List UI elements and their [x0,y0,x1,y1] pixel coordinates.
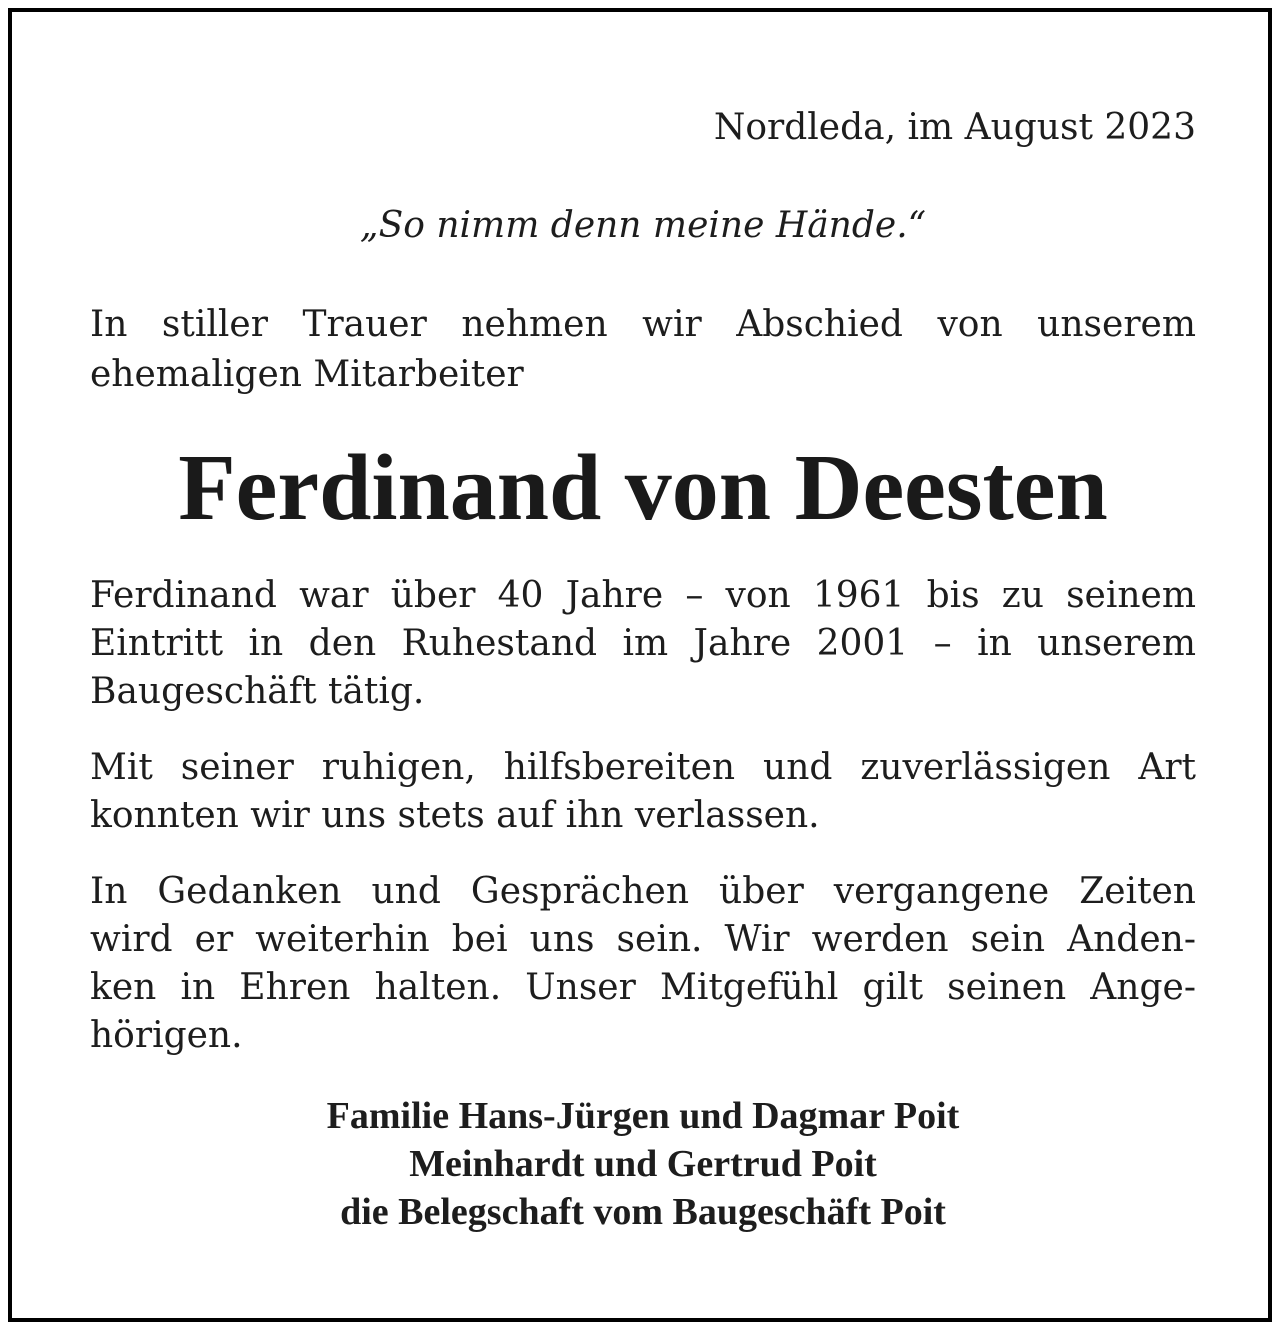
paragraph-line: Baugeschäft tätig. [90,671,425,712]
paragraph-line: In Gedanken und Gesprächen über vergangene Zeiten [90,871,1196,912]
signer-line: die Belegschaft vom Baugeschäft Poit [340,1191,946,1233]
paragraph-line: ken in Ehren halten. Unser Mitgefühl gilt seinen Ange- [90,967,1196,1008]
quote-line: „So nimm denn meine Hände.“ [359,205,927,246]
signers-block [90,1092,1196,1236]
place-date-line: Nordleda, im August 2023 [713,107,1196,148]
paragraph-line: konnten wir uns stets auf ihn verlassen. [90,795,820,836]
paragraph-remembrance [90,868,1196,1060]
paragraph-career [90,572,1196,716]
obituary-notice [8,8,1272,1322]
paragraph-line: wird er weiterhin bei uns sein. Wir werden sein Anden- [90,919,1196,960]
paragraph-line: Mit seiner ruhigen, hilfsbereiten und zuverlässigen Art [90,747,1196,788]
intro-line: In stiller Trauer nehmen wir Abschied von unserem [90,304,1196,345]
signer-line: Familie Hans-Jürgen und Dagmar Poit [326,1095,960,1137]
paragraph-character [90,744,1196,840]
intro-line: ehemaligen Mitarbeiter [90,354,524,395]
deceased-name: Ferdinand von Deesten [178,436,1108,540]
intro-text [90,300,1196,400]
paragraph-line: hörigen. [90,1015,243,1056]
paragraph-line: Ferdinand war über 40 Jahre – von 1961 bis zu seinem [90,575,1196,616]
paragraph-line: Eintritt in den Ruhestand im Jahre 2001 – in unserem [90,623,1196,664]
signer-line: Meinhardt und Gertrud Poit [409,1143,877,1185]
